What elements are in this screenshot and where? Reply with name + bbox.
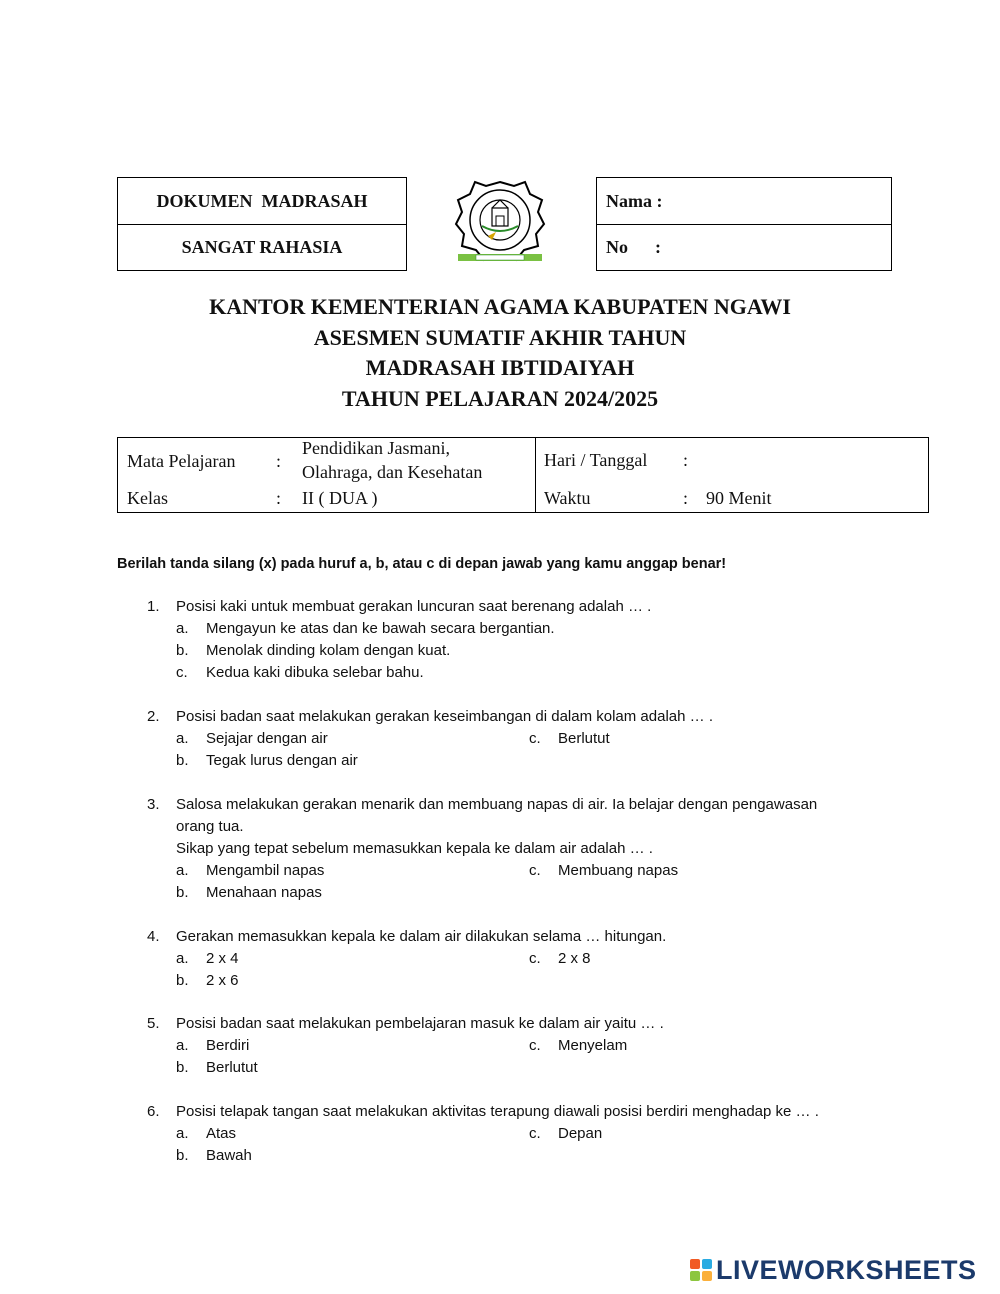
liveworksheets-logo[interactable] <box>690 1256 977 1284</box>
question-3: 3. Salosa melakukan gerakan menarik dan membuang napas di air. Ia belajar dengan pengawasan orang tua. Sikap yang tepat sebelum memasukkan kepala ke dalam air adalah … . a. Mengambil napas c. Membuang napas b. Menahaan napas <box>147 794 907 904</box>
question-number: 3. <box>147 796 160 813</box>
doc-label: DOKUMEN MADRASAH <box>156 190 368 211</box>
secret-label: SANGAT RAHASIA <box>118 224 406 270</box>
option-2b[interactable]: b. Tegak lurus dengan air <box>176 752 358 769</box>
question-number: 4. <box>147 928 160 945</box>
question-number: 5. <box>147 1015 160 1032</box>
question-text: Posisi badan saat melakukan pembelajaran masuk ke dalam air yaitu … . <box>176 1015 664 1032</box>
option-1a[interactable]: a. Mengayun ke atas dan ke bawah secara bergantian. <box>176 620 555 637</box>
question-text: Posisi telapak tangan saat melakukan aktivitas terapung diawali posisi berdiri menghadap ke … . <box>176 1103 819 1120</box>
date-label: Hari / Tanggal <box>544 450 648 470</box>
option-6b[interactable]: b. Bawah <box>176 1147 252 1164</box>
title-line-4: TAHUN PELAJARAN 2024/2025 <box>341 385 659 411</box>
option-1c[interactable]: c. Kedua kaki dibuka selebar bahu. <box>176 664 424 681</box>
question-5: 5. Posisi badan saat melakukan pembelajaran masuk ke dalam air yaitu … . a. Berdiri c. Menyelam b. Berlutut <box>147 1013 907 1079</box>
subject-label: Mata Pelajaran <box>127 451 236 471</box>
question-text: Gerakan memasukkan kepala ke dalam air dilakukan selama … hitungan. <box>176 928 667 945</box>
option-5b[interactable]: b. Berlutut <box>176 1059 258 1076</box>
class-colon: : <box>276 488 282 508</box>
title-line-1: KANTOR KEMENTERIAN AGAMA KABUPATEN NGAWI <box>209 294 791 319</box>
question-number: 1. <box>147 598 160 615</box>
time-label: Waktu <box>544 488 591 508</box>
subject-value-line-2: Olahraga, dan Kesehatan <box>302 462 483 482</box>
time-value: 90 Menit <box>706 488 772 508</box>
brand-text: LIVEWORKSHEETS <box>716 1254 977 1285</box>
question-4: 4. Gerakan memasukkan kepala ke dalam air dilakukan selama … hitungan. a. 2 x 4 c. 2 x 8 b. 2 x 6 <box>147 926 907 992</box>
exam-info-table <box>117 437 929 513</box>
liveworksheets-icon <box>690 1259 712 1281</box>
title-line-2: ASESMEN SUMATIF AKHIR TAHUN <box>313 324 687 350</box>
option-3b[interactable]: b. Menahaan napas <box>176 884 322 901</box>
question-text: Posisi kaki untuk membuat gerakan luncuran saat berenang adalah … . <box>176 598 652 615</box>
question-1 <box>147 596 907 684</box>
table-divider <box>535 438 536 512</box>
time-colon: : <box>683 488 689 508</box>
exam-titles <box>0 292 1000 414</box>
question-text-line-2: orang tua. <box>176 818 244 835</box>
question-text-line-3: Sikap yang tepat sebelum memasukkan kepala ke dalam air adalah … . <box>176 840 653 857</box>
question-number: 6. <box>147 1103 160 1120</box>
student-identity-box <box>596 177 892 271</box>
school-logo <box>452 178 548 266</box>
subject-colon: : <box>276 451 282 471</box>
instruction-text: Berilah tanda silang (x) pada huruf a, b, atau c di depan jawab yang kamu anggap benar! <box>117 556 727 572</box>
question-6: 6. Posisi telapak tangan saat melakukan aktivitas terapung diawali posisi berdiri menghadap ke … . a. Atas c. Depan b. Bawah <box>147 1101 907 1167</box>
question-text: Posisi badan saat melakukan gerakan keseimbangan di dalam kolam adalah … . <box>176 708 713 725</box>
name-field[interactable]: Nama : <box>606 190 663 211</box>
date-colon: : <box>683 450 689 470</box>
class-label: Kelas <box>127 488 168 508</box>
class-value: II ( DUA ) <box>302 488 378 508</box>
option-1b[interactable]: b. Menolak dinding kolam dengan kuat. <box>176 642 451 659</box>
question-2: 2. Posisi badan saat melakukan gerakan keseimbangan di dalam kolam adalah … . a. Sejajar dengan air c. Berlutut b. Tegak lurus dengan air <box>147 706 907 772</box>
option-4b[interactable]: b. 2 x 6 <box>176 972 239 989</box>
document-label-box <box>117 177 407 271</box>
number-field[interactable]: No : <box>597 224 891 270</box>
question-text-line-1: Salosa melakukan gerakan menarik dan membuang napas di air. Ia belajar dengan pengawasan <box>176 796 818 813</box>
title-line-3: MADRASAH IBTIDAIYAH <box>365 355 635 380</box>
subject-value-line-1: Pendidikan Jasmani, <box>302 438 450 458</box>
question-number: 2. <box>147 708 160 725</box>
